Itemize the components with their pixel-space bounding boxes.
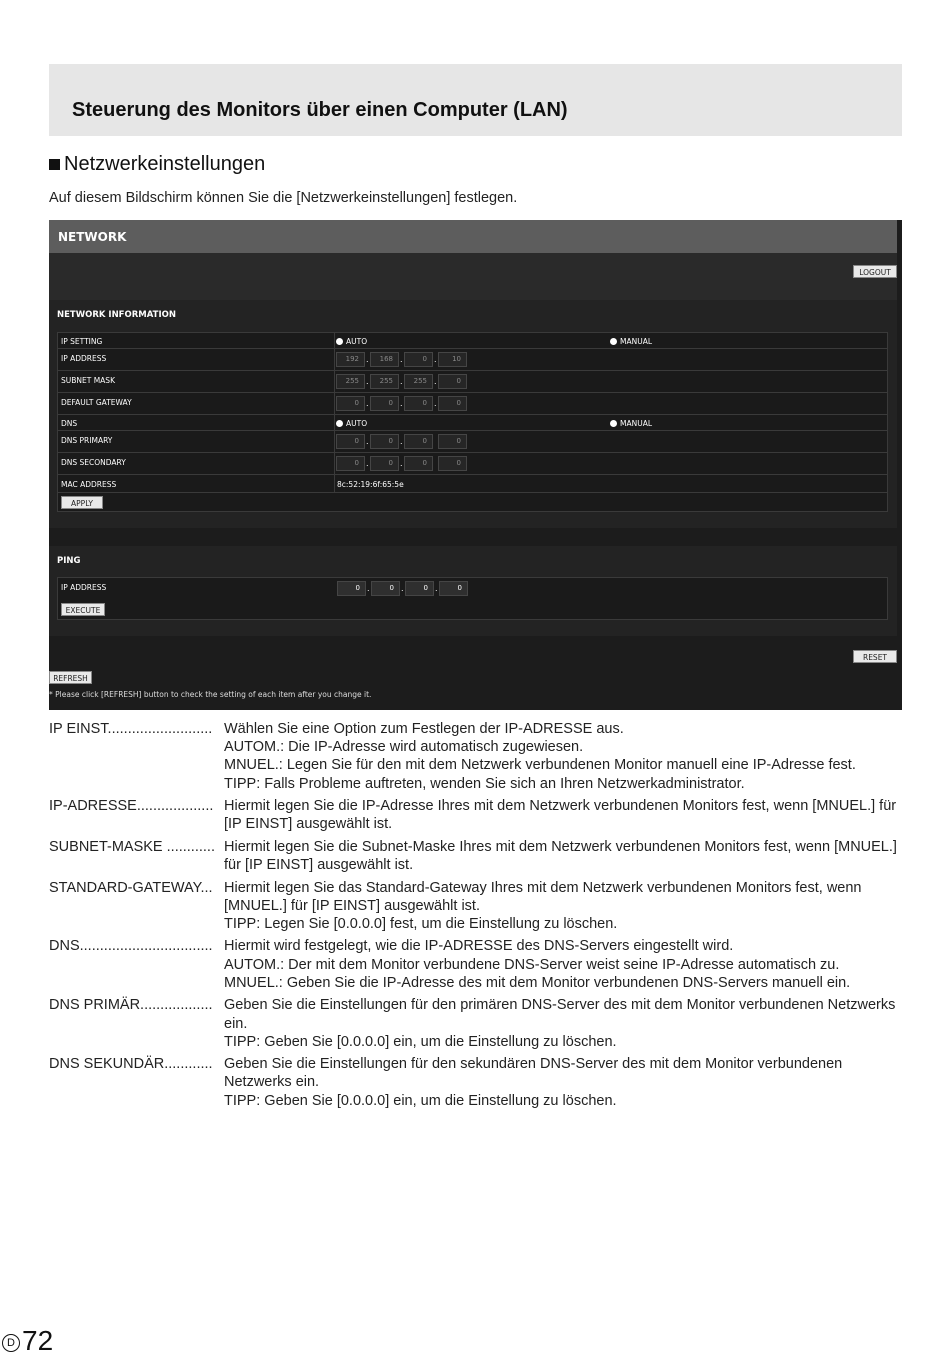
radio-label: AUTO (346, 419, 368, 428)
square-bullet-icon (49, 159, 60, 170)
network-settings-table (57, 332, 888, 512)
subnet-octet-4[interactable]: 0 (438, 374, 467, 389)
execute-button[interactable]: EXECUTE (61, 603, 105, 616)
ping-ip-address-label: IP ADDRESS (61, 583, 107, 592)
definition (224, 879, 909, 934)
table-row: IP ADDRESS 192 . 168 . 0 . 10 (58, 349, 887, 371)
page-number-value: 72 (22, 1325, 54, 1356)
definition-line: MNUEL.: Geben Sie die IP-Adresse des mit dem Monitor verbundenen DNS-Servers manuell ein. (224, 974, 851, 991)
reset-button[interactable]: RESET (853, 650, 897, 663)
network-titlebar (49, 220, 897, 253)
ip-setting-manual-radio[interactable] (610, 337, 652, 346)
ip-address-octet-3[interactable]: 0 (404, 352, 433, 367)
term-dns: DNS................................. (49, 938, 213, 955)
definition-line: Hiermit legen Sie das Standard-Gateway Ihres mit dem Netzwerk verbundenen Monitors fest, wenn [MNUEL.] für [IP EINST] ausgewählt ist. (224, 879, 866, 914)
definition-line: AUTOM.: Der mit dem Monitor verbundene DNS-Server weist seine IP-Adresse automatisch zu. (224, 956, 840, 973)
definition-line: TIPP: Geben Sie [0.0.0.0] ein, um die Einstellung zu löschen. (224, 1033, 617, 1050)
description-list (49, 720, 909, 1114)
definition (224, 720, 909, 793)
dns-secondary-octet-4[interactable]: 0 (438, 456, 467, 471)
definition-line: TIPP: Geben Sie [0.0.0.0] ein, um die Einstellung zu löschen. (224, 1092, 617, 1109)
table-row (58, 475, 887, 493)
ip-setting-auto-radio[interactable] (336, 337, 367, 346)
logout-area (49, 253, 897, 300)
gateway-octet-3[interactable]: 0 (404, 396, 433, 411)
definition-line: Hiermit legen Sie die IP-Adresse Ihres mit dem Netzwerk verbundenen Monitors fest, wenn [MNUEL.] für [IP EINST] ausgewählt ist. (224, 798, 901, 833)
mac-address-value: 8c:52:19:6f:65:5e (337, 480, 404, 489)
radio-label: MANUAL (620, 337, 653, 346)
refresh-note: * Please click [REFRESH] button to check the setting of each item after you change it. (49, 690, 372, 699)
network-title: NETWORK (58, 230, 127, 244)
term-ip-einst: IP EINST.......................... (49, 721, 213, 737)
ping-octet-3[interactable]: 0 (405, 581, 434, 596)
definition-line: MNUEL.: Legen Sie für den mit dem Netzwerk verbundenen Monitor manuell eine IP-Adresse fest. (224, 757, 856, 774)
table-row: SUBNET MASK 255 . 255 . 255 . 0 (58, 371, 887, 393)
table-row: IP ADDRESS 0 . 0 . 0 . 0 (58, 578, 887, 599)
ip-address-octet-4[interactable]: 10 (438, 352, 467, 367)
dns-primary-octet-1[interactable]: 0 (336, 434, 365, 449)
definition-line: Wählen Sie eine Option zum Festlegen der IP-ADRESSE aus. (224, 721, 624, 737)
page-number (2, 1325, 53, 1357)
language-circle-icon: D (2, 1334, 20, 1352)
gateway-octet-1[interactable]: 0 (336, 396, 365, 411)
radio-label: AUTO (346, 337, 368, 346)
network-information-block (49, 300, 897, 528)
list-item (49, 937, 909, 992)
radio-label: MANUAL (620, 419, 653, 428)
definition-line: AUTOM.: Die IP-Adresse wird automatisch zugewiesen. (224, 739, 584, 756)
subnet-octet-1[interactable]: 255 (336, 374, 365, 389)
definition (224, 1055, 909, 1110)
section-title (49, 153, 265, 176)
term-ip-adresse: IP-ADRESSE................... (49, 798, 214, 815)
table-row: DNS PRIMARY 0 . 0 . 0 0 (58, 431, 887, 453)
dns-primary-octet-4[interactable]: 0 (438, 434, 467, 449)
definition (224, 996, 909, 1051)
definition-line: Hiermit wird festgelegt, wie die IP-ADRESSE des DNS-Servers eingestellt wird. (224, 938, 734, 955)
ip-address-label: IP ADDRESS (61, 354, 107, 363)
radio-dot-icon (610, 420, 617, 427)
ip-address-octet-1[interactable]: 192 (336, 352, 365, 367)
refresh-button[interactable]: REFRESH (49, 671, 92, 684)
gateway-octet-4[interactable]: 0 (438, 396, 467, 411)
dns-primary-octet-2[interactable]: 0 (370, 434, 399, 449)
subnet-octet-3[interactable]: 255 (404, 374, 433, 389)
ping-block (49, 546, 897, 636)
definition-line: TIPP: Falls Probleme auftreten, wenden Sie sich an Ihren Netzwerkadministrator. (224, 775, 745, 792)
term-dns-primaer: DNS PRIMÄR.................. (49, 997, 213, 1014)
subnet-mask-label: SUBNET MASK (61, 376, 115, 385)
ping-label: PING (57, 556, 81, 566)
term-subnet-maske: SUBNET-MASKE ............ (49, 838, 215, 855)
term-standard-gateway: STANDARD-GATEWAY... (49, 879, 213, 896)
definition-line: Geben Sie die Einstellungen für den sekundären DNS-Server des mit dem Monitor verbundenen Netzwerks ein. (224, 1056, 847, 1091)
list-item (49, 720, 909, 793)
dns-label: DNS (61, 419, 78, 428)
page-title: Steuerung des Monitors über einen Computer (LAN) (72, 99, 568, 121)
ping-octet-4[interactable]: 0 (439, 581, 468, 596)
gateway-octet-2[interactable]: 0 (370, 396, 399, 411)
dns-auto-radio[interactable] (336, 419, 367, 428)
radio-dot-icon (336, 420, 343, 427)
definition (224, 937, 909, 992)
mac-address-label: MAC ADDRESS (61, 480, 117, 489)
header-band (49, 64, 902, 136)
list-item (49, 879, 909, 934)
subnet-octet-2[interactable]: 255 (370, 374, 399, 389)
dns-secondary-octet-3[interactable]: 0 (404, 456, 433, 471)
ping-octet-1[interactable]: 0 (337, 581, 366, 596)
dns-secondary-octet-2[interactable]: 0 (370, 456, 399, 471)
apply-button[interactable]: APPLY (61, 496, 103, 509)
network-settings-screenshot (49, 220, 902, 710)
network-information-label: NETWORK INFORMATION (57, 310, 176, 320)
dns-primary-label: DNS PRIMARY (61, 436, 113, 445)
table-row: DEFAULT GATEWAY 0 . 0 . 0 . 0 (58, 393, 887, 415)
list-item (49, 996, 909, 1051)
list-item (49, 797, 909, 833)
table-row: DNS SECONDARY 0 . 0 . 0 0 (58, 453, 887, 475)
logout-button[interactable]: LOGOUT (853, 265, 897, 278)
ip-setting-label: IP SETTING (61, 337, 103, 346)
radio-dot-icon (610, 338, 617, 345)
intro-text: Auf diesem Bildschirm können Sie die [Netzwerkeinstellungen] festlegen. (49, 190, 518, 206)
table-row (58, 333, 887, 349)
definition (224, 797, 909, 833)
ping-octet-2[interactable]: 0 (371, 581, 400, 596)
definition-line: Geben Sie die Einstellungen für den primären DNS-Server des mit dem Monitor verbundenen Netzwerks ein. (224, 997, 900, 1032)
ping-table (57, 577, 888, 620)
section-title-text: Netzwerkeinstellungen (64, 153, 266, 175)
dns-secondary-label: DNS SECONDARY (61, 458, 126, 467)
dns-manual-radio[interactable] (610, 419, 652, 428)
table-row (58, 415, 887, 431)
default-gateway-label: DEFAULT GATEWAY (61, 398, 132, 407)
list-item (49, 1055, 909, 1110)
dns-secondary-octet-1[interactable]: 0 (336, 456, 365, 471)
definition-line: TIPP: Legen Sie [0.0.0.0] fest, um die Einstellung zu löschen. (224, 915, 618, 932)
ip-address-octet-2[interactable]: 168 (370, 352, 399, 367)
radio-dot-icon (336, 338, 343, 345)
definition (224, 838, 909, 874)
dns-primary-octet-3[interactable]: 0 (404, 434, 433, 449)
term-dns-sekundaer: DNS SEKUNDÄR............ (49, 1056, 213, 1073)
list-item (49, 838, 909, 874)
definition-line: Hiermit legen Sie die Subnet-Maske Ihres mit dem Netzwerk verbundenen Monitors fest, wenn [MNUEL.] für [IP EINST] ausgewählt ist. (224, 838, 901, 874)
